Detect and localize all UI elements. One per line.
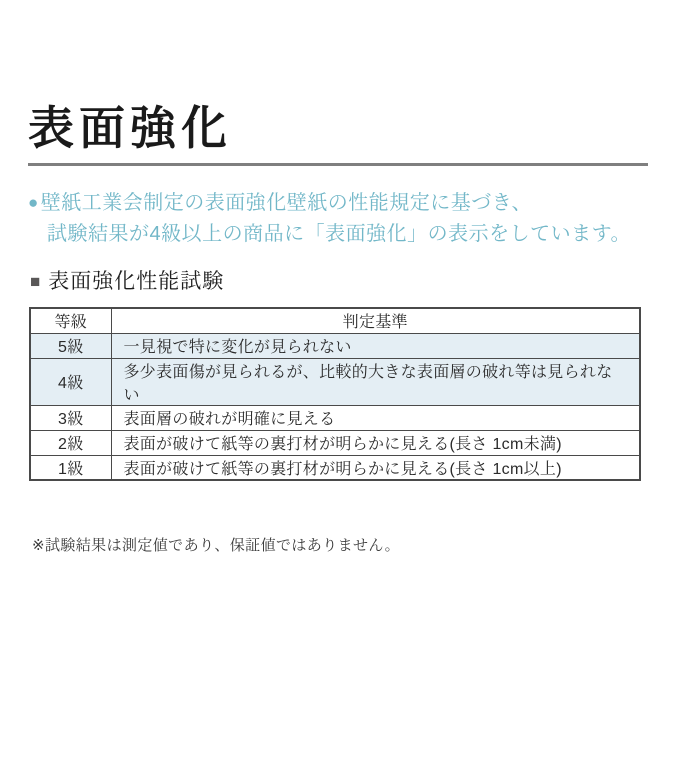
intro-line-1 <box>28 187 680 219</box>
section-heading-text: 表面強化性能試験 <box>48 270 225 293</box>
title-underline <box>28 163 648 166</box>
criteria-cell: 表面が破けて紙等の裏打材が明らかに見える(長さ 1cm以上) <box>111 455 640 480</box>
table-row <box>30 358 640 405</box>
document-page <box>0 102 680 782</box>
page-title: 表面強化 <box>28 102 232 154</box>
grade-cell: 4級 <box>30 358 111 405</box>
grade-cell: 5級 <box>30 333 111 358</box>
intro-line-2: 試験結果が4級以上の商品に「表面強化」の表示をしています。 <box>47 223 632 245</box>
criteria-column-header: 判定基準 <box>111 308 640 333</box>
grade-cell: 2級 <box>30 430 111 455</box>
table-row <box>30 455 640 480</box>
grade-cell: 1級 <box>30 455 111 480</box>
criteria-table-body <box>30 333 640 480</box>
square-marker-icon: ■ <box>30 272 42 291</box>
table-row <box>30 333 640 358</box>
criteria-table <box>29 307 641 481</box>
criteria-cell: 表面が破けて紙等の裏打材が明らかに見える(長さ 1cm未満) <box>111 430 640 455</box>
criteria-cell: 多少表面傷が見られるが、比較的大きな表面層の破れ等は見られない <box>111 358 640 405</box>
bullet-icon: ● <box>28 193 39 212</box>
table-header-row <box>30 308 640 333</box>
table-row <box>30 405 640 430</box>
intro-paragraph <box>28 187 680 250</box>
grade-column-header: 等級 <box>30 308 111 333</box>
section-heading <box>30 269 680 295</box>
criteria-cell: 表面層の破れが明確に見える <box>111 405 640 430</box>
table-row <box>30 430 640 455</box>
footnote: ※試験結果は測定値であり、保証値ではありません。 <box>32 537 401 554</box>
grade-cell: 3級 <box>30 405 111 430</box>
criteria-cell: 一見視で特に変化が見られない <box>111 333 640 358</box>
intro-line-1-text: 壁紙工業会制定の表面強化壁紙の性能規定に基づき、 <box>40 192 532 214</box>
